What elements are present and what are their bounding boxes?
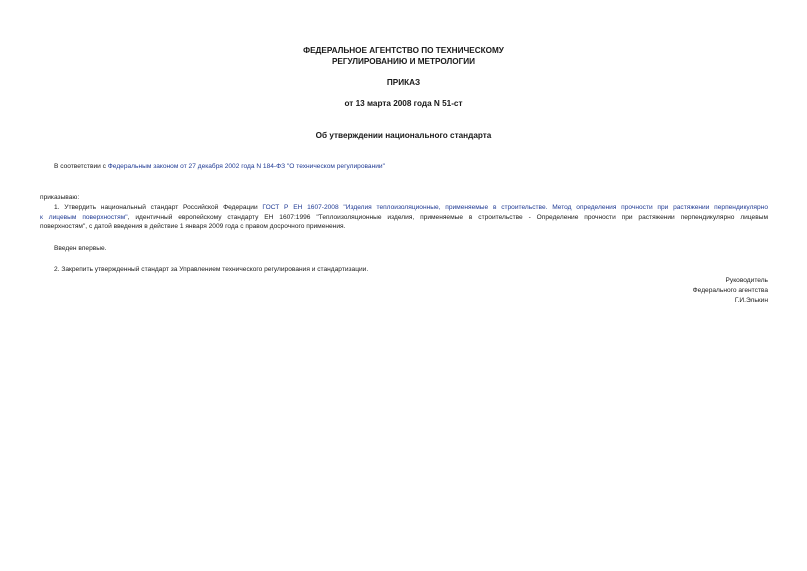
signature-name: Г.И.Элькин [734,297,768,304]
preamble [54,162,385,172]
document-type: ПРИКАЗ [386,78,421,87]
gost-standard-link[interactable]: ГОСТ Р ЕН 1607-2008 "Изделия теплоизоляционные, применяемые в строительстве. Метод определения прочности при растяжении перпендикулярно [262,204,768,211]
item-1-prefix: 1. Утвердить национальный стандарт Российской Федерации [54,204,263,211]
preamble-prefix: В соответствии с [54,163,108,170]
item-1-paragraph [40,203,768,232]
item-1-line-3: поверхностям", с датой введения в действие 1 января 2009 года с правом досрочного применения. [40,223,346,230]
item-1-line-2 [40,213,768,223]
signature-title-2: Федерального агентства [692,287,768,294]
order-word: приказываю: [40,194,80,201]
document-subject: Об утверждении национального стандарта [315,131,492,140]
item-1-line-2-text: , идентичный европейскому стандарту ЕН 1607:1996 "Теплоизоляционные изделия, применяемые в строительстве - Определение прочности при растяжении перпендикулярно лицевым [127,213,768,221]
agency-name-line2: РЕГУЛИРОВАНИЮ И МЕТРОЛОГИИ [331,57,476,66]
signature-title-1: Руководитель [725,277,768,284]
introduced-note: Введен впервые. [54,245,107,252]
item-1-line-1 [54,203,768,213]
gost-standard-link-cont[interactable]: к лицевым поверхностям" [40,213,128,221]
agency-name-line1: ФЕДЕРАЛЬНОЕ АГЕНТСТВО ПО ТЕХНИЧЕСКОМУ [303,46,504,55]
federal-law-link[interactable]: Федеральным законом от 27 декабря 2002 года N 184-ФЗ "О техническом регулировании" [107,163,385,170]
item-2-paragraph: 2. Закрепить утвержденный стандарт за Управлением технического регулирования и стандартизации. [54,266,369,273]
document-date-number: от 13 марта 2008 года N 51-ст [344,99,463,108]
